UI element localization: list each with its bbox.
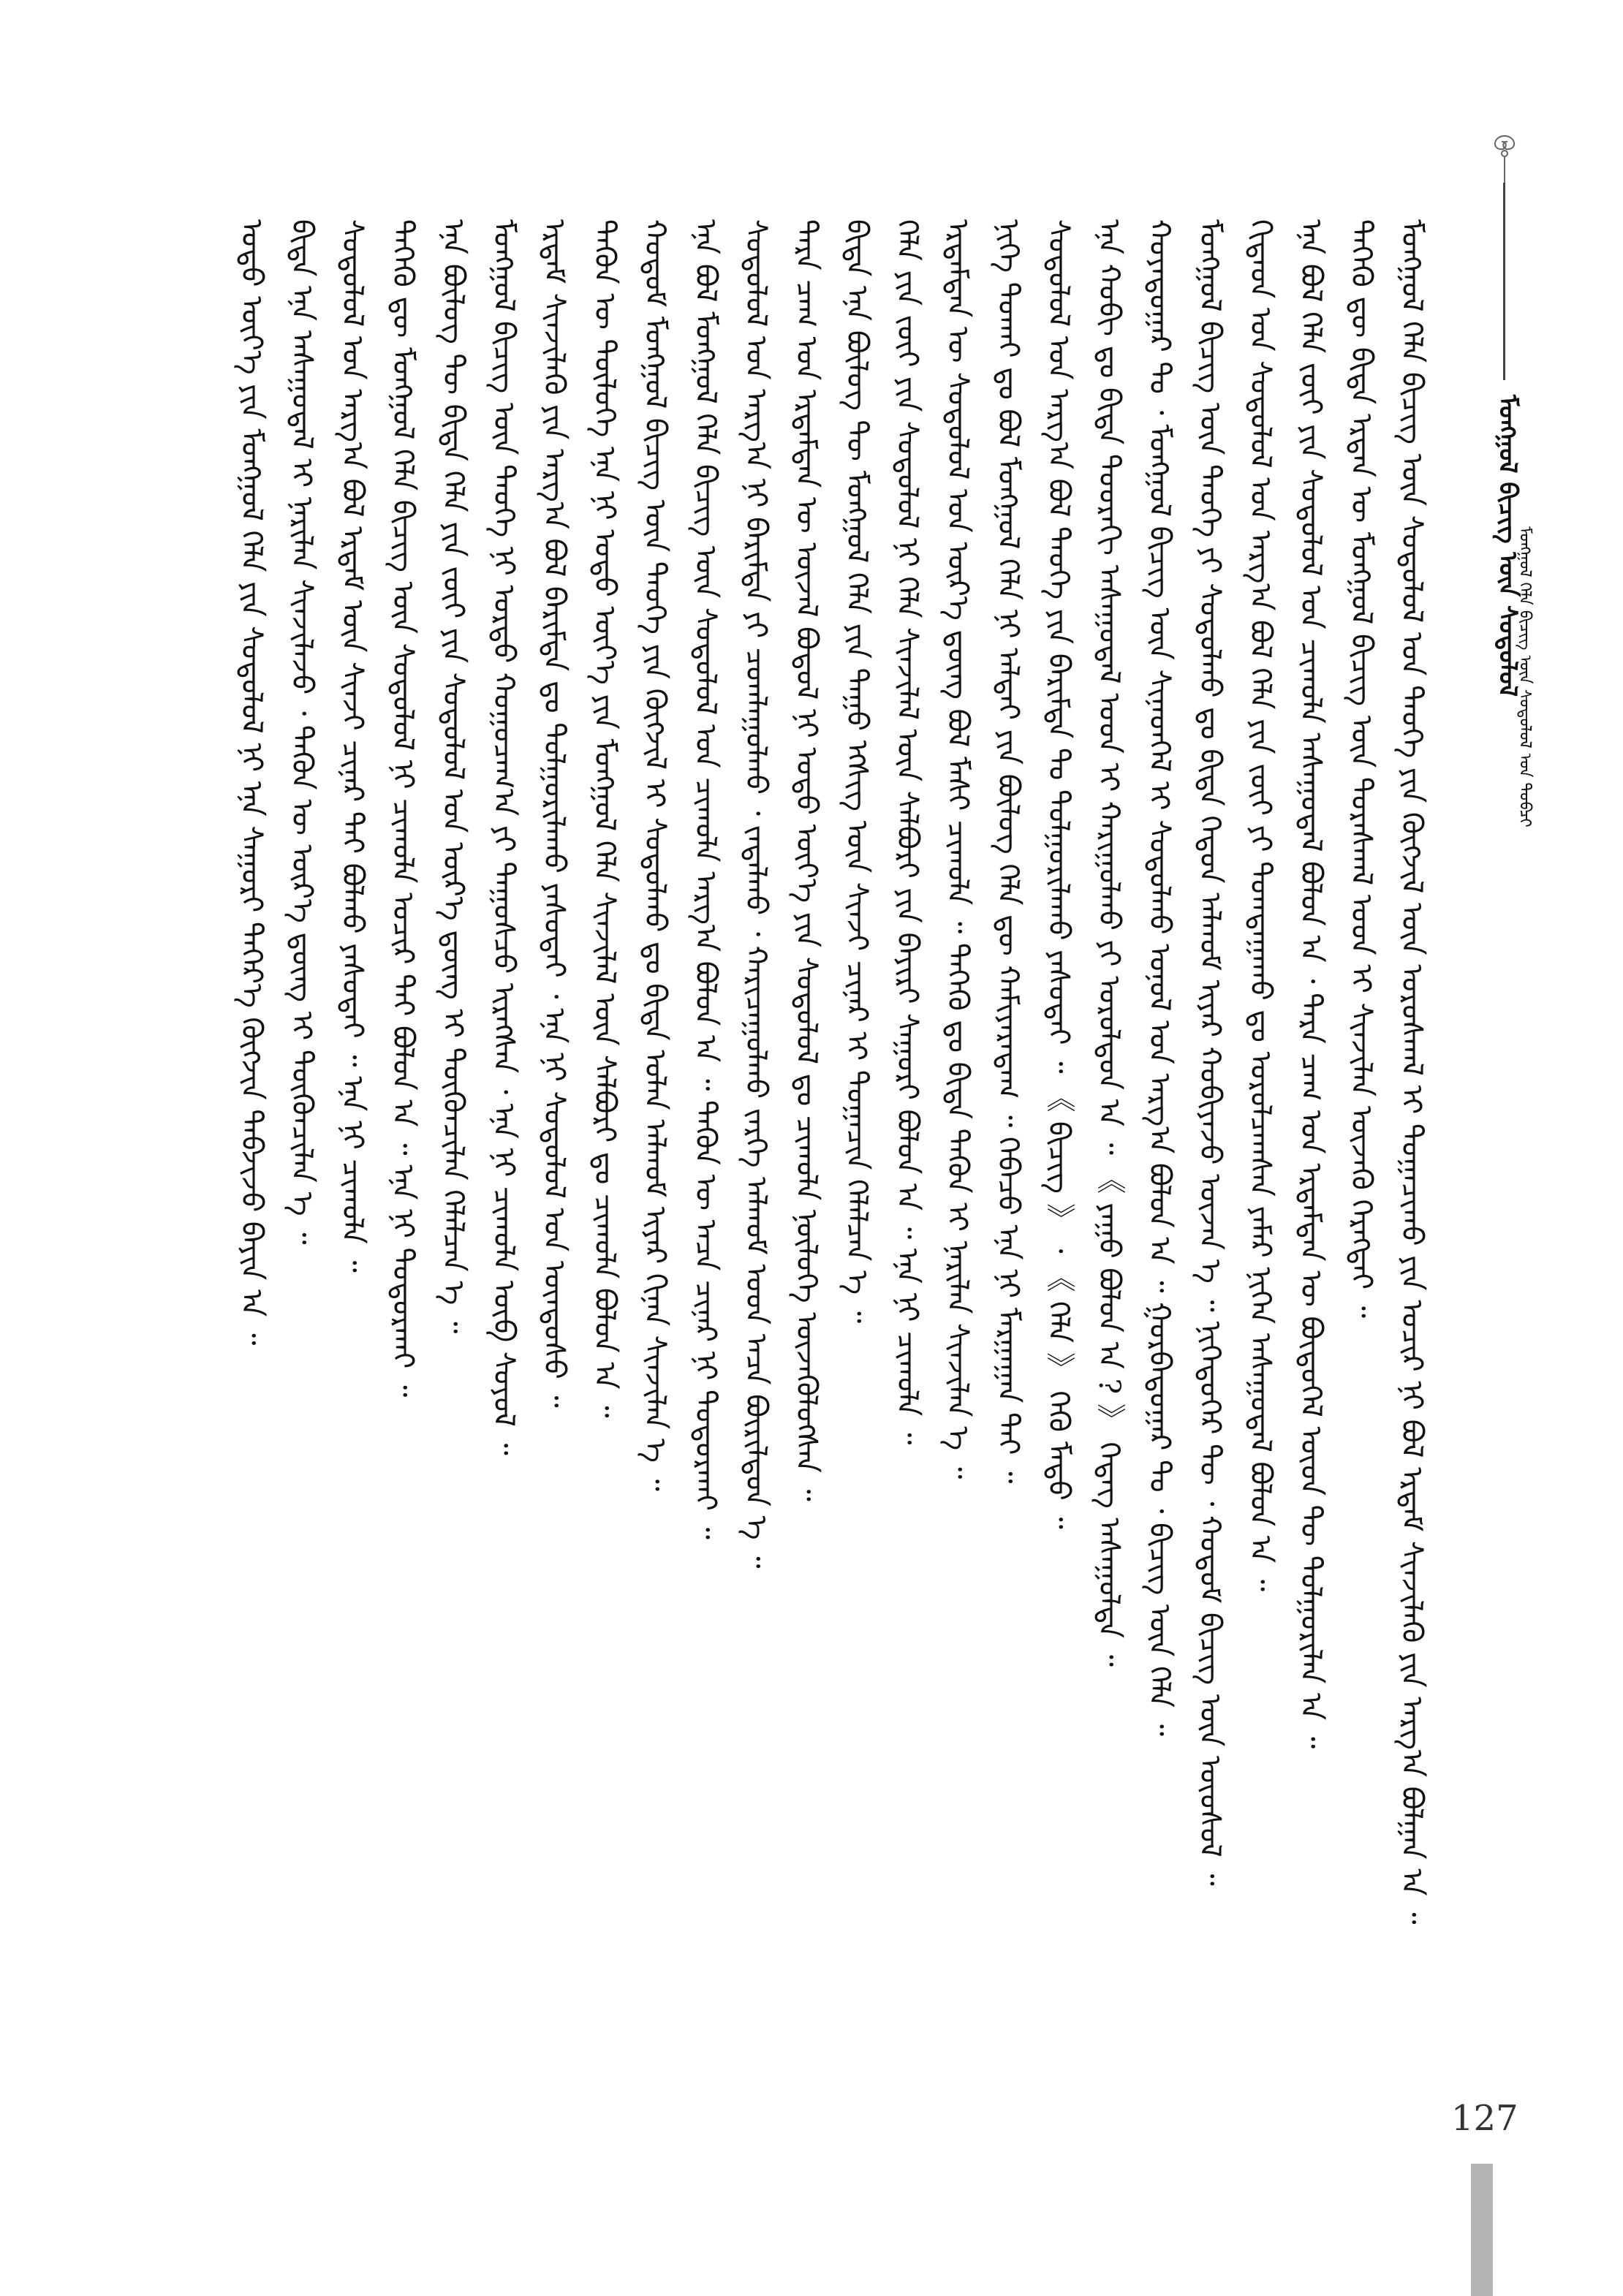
text-column: ᠲᠡᠷᠡ ᠴᠠᠭ ᠤᠨ ᠡᠷᠳᠡᠮᠲᠡᠨ ᠦ ᠦᠵᠡᠯ ᠪᠣᠳᠤᠯ ᠨᠢ ᠣᠳᠣ ᠦᠶ᠎ᠡ ᠶᠢᠨ ᠰᠤᠳᠤᠯᠤᠯ ᠳᠤ ᠴᠢᠬᠤᠯᠠ ᠨᠥᠯᠦᠭᠡ ᠦᠵᠡᠭᠦᠯᠦᠭᠰᠡᠨ ᠃ xyxy=(790,219,823,1501)
text-column: ᠡᠷᠳᠡᠮᠲᠡᠨ ᠦ ᠰᠤᠳᠤᠯᠤᠯ ᠤᠨ ᠦᠷ᠎ᠡ ᠳ᠋ᠦᠩ ᠪᠣᠯ ᠮᠠᠰᠢ ᠴᠢᠬᠤᠯᠠ ᠃ ᠲᠡᠭᠡᠬᠦ ᠳᠤ ᠪᠢᠳᠡ ᠲᠡᠭᠦᠨ ᠢ ᠨᠠᠷᠢᠯᠠᠨ ᠰᠢᠨᠵᠢᠯᠡᠨ ᠡ ᠃ xyxy=(941,219,975,1479)
text-column: ᠡᠨᠡ ᠪᠣᠯ ᠮᠣᠩᠭᠣᠯ ᠬᠡᠯᠡ ᠪᠢᠴᠢᠭ ᠦᠨ ᠰᠤᠳᠤᠯᠤᠯ ᠤᠨ ᠴᠢᠬᠤᠯᠠ ᠠᠷᠭ᠎ᠠ ᠪᠣᠯᠤᠨ ᠠ ᠃ ᠲᠡᠭᠦᠨ ᠦ ᠠᠴᠠ ᠴᠢᠨᠠᠷ ᠨᠢ ᠲᠣᠳᠤᠷᠬᠠᠢ ᠃ xyxy=(689,219,722,1539)
text-column: ᠡᠨᠡ ᠪᠣᠯ ᠬᠡᠯᠡ ᠵᠦᠢ ᠶᠢᠨ ᠰᠤᠳᠤᠯᠤᠯ ᠤᠨ ᠴᠢᠬᠤᠯᠠ ᠠᠰᠠᠭᠤᠳᠠᠯ ᠪᠣᠯᠤᠨ ᠠ ᠂ ᠲᠡᠷᠡ ᠴᠠᠭ ᠤᠨ ᠡᠷᠳᠡᠮᠲᠡᠨ ᠦ ᠪᠦᠲᠦᠭᠡᠯ ᠦᠳ ᠲᠦ ᠲᠤᠯᠭᠤᠷᠢᠯᠠᠨ ᠠ ᠃ xyxy=(1294,219,1328,1749)
text-column: ᠬᠢᠲᠠᠳ ᠤᠨ ᠰᠤᠳᠤᠯᠤᠯ ᠤᠨ ᠠᠷᠭ᠎ᠠ ᠪᠣᠯ ᠬᠡᠯᠡ ᠶᠢᠨ ᠵᠦᠢ ᠶᠢ ᠲᠣᠭᠲᠠᠭᠠᠬᠤ ᠳᠤ ᠣᠷᠣᠯᠴᠠᠭᠰᠠᠨ ᠶᠠᠮᠠᠷ ᠨᠢᠭᠡᠨ ᠠᠰᠠᠭᠤᠳᠠᠯ ᠪᠣᠯᠤᠨ ᠠ ᠃ xyxy=(1244,219,1277,1592)
header-title: ᠮᠣᠩᠭᠣᠯ ᠪᠢᠴᠢᠭ ᠦᠨ ᠰᠤᠳᠤᠯᠤᠯ xyxy=(1493,395,1522,697)
text-column: ᠲᠡᠭᠡᠬᠦ ᠳᠦ ᠮᠣᠩᠭᠣᠯ ᠬᠡᠯᠡ ᠪᠢᠴᠢᠭ ᠦᠨ ᠰᠤᠳᠤᠯᠤᠯ ᠨᠢ ᠴᠢᠬᠤᠯᠠ ᠤᠴᠢᠷ ᠲᠠᠢ ᠪᠣᠯᠤᠨ ᠠ ᠃ ᠡᠨᠡ ᠨᠢ ᠲᠣᠳᠤᠷᠬᠠᠢ ᠃ xyxy=(386,219,420,1398)
text-column: ᠮᠣᠩᠭᠣᠯ ᠬᠡᠯᠡ ᠪᠢᠴᠢᠭ ᠦᠨ ᠰᠤᠳᠤᠯᠤᠯ ᠤᠨ ᠲᠡᠦᠬᠡ ᠶᠢᠨ ᠬᠥᠭᠵᠢᠯ ᠦᠨ ᠤᠷᠤᠰᠬᠠᠯ ᠢ ᠲᠣᠭᠠᠴᠢᠬᠤ ᠶᠢᠨ ᠤᠴᠢᠷ ᠨᠢ ᠪᠣᠯ ᠡᠷᠳᠡᠮ ᠰᠢᠨᠵᠢᠯᠡᠬᠦ ᠶᠢᠨ ᠠᠷᠭ᠎ᠠ ᠪᠣᠯᠭᠠᠨ ᠠ ᠃ xyxy=(1395,219,1429,1925)
text-column: ᠨᠢᠭᠡ ᠲᠤᠬᠠᠢ ᠳᠤ ᠪᠣᠯ ᠮᠣᠩᠭᠣᠯ ᠬᠡᠯᠡ ᠨᠢ ᠠᠯᠲᠠᠢ ᠶᠢᠨ ᠪᠦᠯᠦᠭ ᠬᠡᠯᠡ ᠳᠦ ᠬᠠᠮᠢᠶᠠᠷᠠᠳᠠᠭ ᠃ ᠭᠡᠪᠡᠴᠦ ᠡᠨᠡ ᠨᠢ ᠮᠠᠷᠭᠠᠭᠠᠨ ᠲᠠᠢ ᠃ xyxy=(991,219,1025,1484)
text-column: ᠬᠡᠯᠡ ᠶᠢᠨ ᠵᠦᠢ ᠶᠢᠨ ᠰᠤᠳᠤᠯᠤᠯ ᠨᠢ ᠬᠡᠯᠡ ᠰᠢᠨᠵᠢᠯᠡᠯ ᠦᠨ ᠰᠠᠯᠪᠤᠷᠢ ᠶᠢᠨ ᠪᠠᠶᠢᠷᠢ ᠰᠠᠭᠤᠷᠢ ᠪᠣᠯᠤᠨ ᠠ ᠃ ᠡᠨᠡ ᠨᠢ ᠴᠢᠬᠤᠯᠠ ᠃ xyxy=(890,219,924,1445)
edge-tab xyxy=(1471,2164,1493,2296)
text-column: ᠰᠤᠳᠤᠯᠤᠯ ᠤᠨ ᠠᠷᠭ᠎ᠠ ᠪᠣᠯ ᠡᠷᠳᠡᠮ ᠦᠨ ᠰᠢᠨᠵᠢ ᠴᠢᠨᠠᠷ ᠲᠠᠢ ᠪᠣᠯᠬᠤ ᠶᠠᠰᠤᠲᠠᠢ ᠃ ᠡᠨᠡ ᠨᠢ ᠴᠢᠬᠤᠯᠠ ᠃ xyxy=(336,219,369,1273)
text-column: ᠲᠡᠭᠡᠬᠦ ᠳᠦ ᠪᠢᠳᠡ ᠡᠷᠲᠡᠨ ᠦ ᠮᠣᠩᠭᠣᠯ ᠪᠢᠴᠢᠭ ᠦᠨ ᠳᠤᠷᠠᠰᠬᠠᠯ ᠤᠳ ᠢ ᠰᠢᠨᠵᠢᠯᠡᠨ ᠦᠵᠡᠬᠦ ᠬᠡᠷᠡᠭᠲᠡᠢ ᠃ xyxy=(1344,219,1378,1319)
text-column: ᠡᠨᠡ ᠬᠤᠪᠢ ᠳᠤ ᠪᠢᠳᠡ ᠳᠣᠣᠷᠠᠬᠢ ᠠᠰᠠᠭᠤᠳᠠᠯ ᠤᠳ ᠢ ᠬᠠᠷᠢᠭᠤᠯᠬᠤ ᠶᠢ ᠣᠷᠣᠯᠳᠤᠨ ᠠ ᠃ 《 ᠶᠠᠭᠤ ᠪᠣᠯᠤᠨ ᠠ ? 》 ᠭᠡᠳᠡᠭ ᠠᠰᠠᠭᠤᠯᠲᠠ ᠃ xyxy=(1092,219,1126,1667)
text-column: ᠡᠨᠡ ᠪᠦᠯᠦᠭ ᠲᠦ ᠪᠢᠳᠡ ᠬᠡᠯᠡ ᠶᠢᠨ ᠵᠦᠢ ᠶᠢᠨ ᠰᠤᠳᠤᠯᠤᠯ ᠤᠨ ᠦᠷ᠎ᠡ ᠳ᠋ᠦᠩ ᠢ ᠳᠦᠭᠦᠨᠴᠢᠯᠡᠨ ᠬᠡᠯᠡᠯᠴᠡᠨ ᠡ ᠃ xyxy=(436,219,470,1334)
ornament-icon xyxy=(1486,132,1524,183)
text-column: ᠣᠳᠣ ᠦᠶ᠎ᠡ ᠶᠢᠨ ᠮᠣᠩᠭᠣᠯ ᠬᠡᠯᠡ ᠶᠢᠨ ᠰᠤᠳᠤᠯᠤᠯ ᠨᠢ ᠡᠨᠡ ᠰᠠᠭᠤᠷᠢ ᠳᠡᠭᠡᠷ᠎ᠡ ᠬᠥᠭᠵᠢᠨ ᠳᠡᠪᠵᠢᠵᠦ ᠪᠠᠶᠢᠨ ᠠ ᠃ xyxy=(235,219,268,1346)
text-column: ᠪᠢᠳᠡ ᠡᠨᠡ ᠪᠦᠯᠦᠭ ᠲᠦ ᠮᠣᠩᠭᠣᠯ ᠬᠡᠯᠡ ᠶᠢᠨ ᠳᠠᠭᠤ ᠡᠭᠰᠢᠭ ᠦᠨ ᠰᠢᠨᠵᠢ ᠴᠢᠨᠠᠷ ᠢ ᠲᠣᠭᠠᠴᠢᠨ ᠬᠡᠯᠡᠯᠴᠡᠨ ᠡ ᠃ xyxy=(840,219,874,1324)
text-column: ᠡᠷᠳᠡᠮ ᠰᠢᠨᠵᠢᠯᠡᠬᠦ ᠶᠢᠨ ᠠᠷᠭ᠎ᠠ ᠪᠣᠯ ᠪᠠᠷᠢᠮᠲᠠ ᠳᠤ ᠲᠤᠯᠭᠤᠷᠢᠯᠠᠬᠤ ᠶᠠᠰᠤᠲᠠᠢ ᠂ ᠡᠨᠡ ᠨᠢ ᠰᠤᠳᠤᠯᠤᠯ ᠤᠨ ᠦᠨᠳᠦᠰᠦ ᠃ xyxy=(537,219,571,1408)
text-column: ᠪᠢᠳᠡ ᠡᠨᠡ ᠠᠰᠠᠭᠤᠳᠠᠯ ᠢ ᠨᠠᠷᠢᠯᠠᠨ ᠰᠢᠨᠵᠢᠯᠡᠵᠦ ᠂ ᠲᠡᠭᠦᠨ ᠦ ᠦᠷ᠎ᠡ ᠳ᠋ᠦᠩ ᠢ ᠳᠦᠭᠦᠨᠴᠢᠯᠡᠨ ᠡ ᠃ xyxy=(285,219,319,1245)
text-column: ᠮᠣᠩᠭᠣᠯ ᠪᠢᠴᠢᠭ ᠦᠨ ᠲᠡᠦᠬᠡ ᠶᠢ ᠰᠤᠳᠤᠯᠬᠤ ᠳᠤ ᠪᠢᠳᠡ ᠬᠡᠳᠦᠨ ᠠᠯᠬᠤᠮ ᠢᠶᠠᠷ ᠬᠤᠪᠢᠶᠠᠵᠤ ᠦᠵᠡᠨ ᠡ ᠃ ᠨᠢᠭᠡᠳᠦᠭᠡᠷ ᠲᠦ ᠂ ᠬᠤᠳᠤᠮ ᠪᠢᠴᠢᠭ ᠦᠨ ᠦᠦᠰᠦᠯ ᠃ xyxy=(1193,219,1227,1886)
text-column: ᠬᠤᠳᠤᠮ ᠮᠣᠩᠭᠣᠯ ᠪᠢᠴᠢᠭ ᠦᠨ ᠲᠡᠦᠬᠡ ᠶᠢᠨ ᠬᠥᠭᠵᠢᠯ ᠢ ᠰᠤᠳᠤᠯᠬᠤ ᠳᠤ ᠪᠢᠳᠡ ᠣᠯᠠᠨ ᠠᠯᠬᠤᠮ ᠢᠶᠠᠷ ᠬᠢᠨᠠᠨ ᠰᠢᠨᠵᠢᠯᠡᠨ ᠡ ᠃ xyxy=(638,219,672,1491)
text-column: ᠰᠤᠳᠤᠯᠤᠯ ᠤᠨ ᠠᠷᠭ᠎ᠠ ᠪᠣᠯ ᠲᠡᠦᠬᠡ ᠶᠢᠨ ᠪᠠᠷᠢᠮᠲᠠ ᠲᠤ ᠲᠤᠯᠭᠤᠷᠢᠯᠠᠬᠤ ᠶᠠᠰᠤᠲᠠᠢ ᠃ 《 ᠪᠢᠴᠢᠭ 》 ᠂ 《 ᠬᠡᠯᠡ 》 ᠭᠡᠬᠦ ᠮᠡᠲᠦ ᠃ xyxy=(1042,219,1075,1529)
text-column: ᠮᠣᠩᠭᠣᠯ ᠪᠢᠴᠢᠭ ᠦᠨ ᠲᠡᠦᠬᠡ ᠨᠢ ᠤᠷᠲᠤ ᠬᠤᠭᠤᠴᠠᠭ᠎ᠠ ᠶᠢ ᠳᠠᠭᠤᠰᠴᠤ ᠢᠷᠡᠭᠰᠡᠨ ᠂ ᠡᠨᠡ ᠨᠢ ᠴᠢᠬᠤᠯᠠ ᠦᠪ ᠰᠣᠶᠣᠯ ᠃ xyxy=(487,219,521,1455)
header-subtitle: ᠮᠣᠩᠭᠣᠯ ᠬᠡᠯᠡ ᠪᠢᠴᠢᠭ ᠦᠨ ᠰᠤᠳᠤᠯᠤᠯ ᠤᠨ ᠲᠣᠪᠴᠢ xyxy=(1516,526,1534,827)
body-text xyxy=(190,219,1433,2025)
text-column: ᠲᠡᠭᠦᠨ ᠦ ᠲᠥᠯᠦᠭᠡ ᠡᠨᠡ ᠨᠢ ᠣᠳᠣ ᠦᠶ᠎ᠡ ᠶᠢᠨ ᠮᠣᠩᠭᠣᠯ ᠬᠡᠯᠡ ᠰᠢᠨᠵᠢᠯᠡᠯ ᠦᠨ ᠰᠠᠯᠪᠤᠷᠢ ᠳᠤ ᠴᠢᠬᠤᠯᠠ ᠪᠣᠯᠤᠨ ᠠ ᠃ xyxy=(588,219,621,1418)
text-column: ᠰᠤᠳᠤᠯᠤᠯ ᠤᠨ ᠠᠷᠭ᠎ᠠ ᠨᠢ ᠪᠠᠷᠢᠮᠲᠠ ᠶᠢ ᠴᠤᠭᠯᠠᠭᠤᠯᠬᠤ ᠂ ᠵᠠᠳᠠᠯᠬᠤ ᠂ ᠬᠠᠷᠢᠴᠠᠭᠤᠯᠬᠤ ᠵᠡᠷᠭᠡ ᠠᠯᠬᠤᠮ ᠤᠳ ᠠᠴᠠ ᠪᠦᠷᠢᠯᠳᠦᠨ ᠡ ᠃ xyxy=(739,219,773,1569)
text-column: ᠬᠣᠶᠠᠳᠤᠭᠠᠷ ᠲᠤ ᠂ ᠮᠣᠩᠭᠣᠯ ᠪᠢᠴᠢᠭ ᠦᠨ ᠰᠢᠨᠡᠳᠬᠡᠯ ᠢ ᠰᠤᠳᠤᠯᠬᠤ ᠣᠨᠣᠯ ᠤᠨ ᠠᠷᠭ᠎ᠠ ᠪᠣᠯᠤᠨ ᠠ ᠃ ᠭᠤᠷᠪᠠᠳᠤᠭᠠᠷ ᠲᠤ ᠂ ᠪᠢᠴᠢᠭ ᠦᠨ ᠬᠡᠯᠡ ᠃ xyxy=(1143,219,1176,1737)
header-rule xyxy=(1503,183,1505,380)
running-header xyxy=(1475,132,1534,950)
page-number: 127 xyxy=(1451,2098,1518,2139)
